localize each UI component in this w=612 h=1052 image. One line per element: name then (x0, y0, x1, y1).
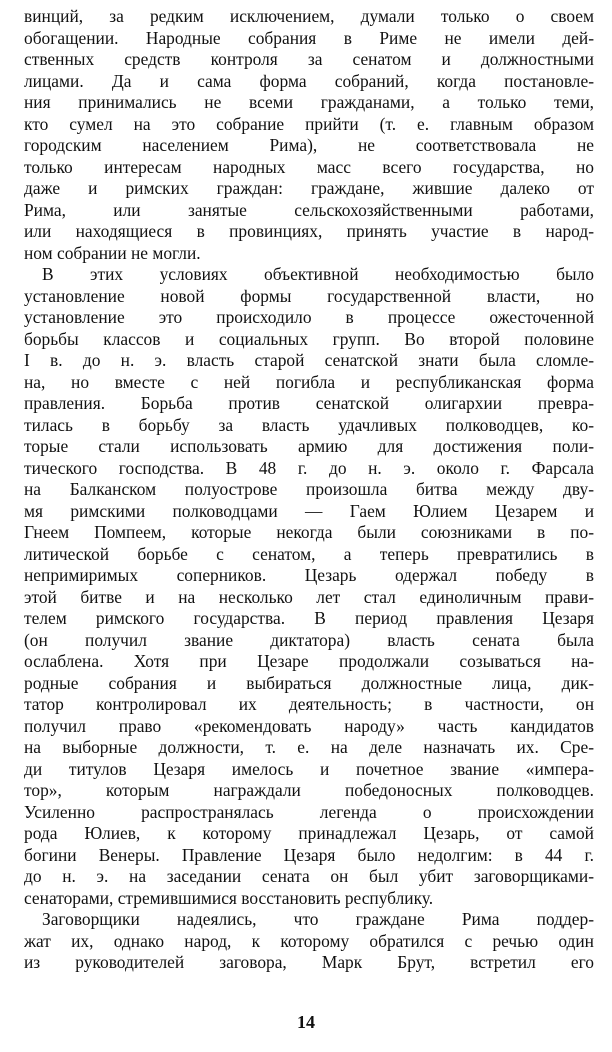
text-line: этой битве и на несколько лет стал единоличным прави- (24, 586, 594, 607)
text-line: жат их, однако народ, к которому обратился с речью один (24, 930, 594, 951)
text-line: городским населением Рима), не соответствовала не (24, 135, 594, 155)
text-line: тор», которым награждали победоносных полководцев. (24, 780, 594, 800)
text-line: Усиленно распространялась легенда о происхождении (24, 801, 594, 822)
text-line: на, но вместе с ней погибла и республиканская форма (24, 371, 594, 392)
text-line: Заговорщики надеялись, что граждане Рима поддер- (42, 909, 594, 929)
text-line: лицами. Да и сама форма собраний, когда постановле- (24, 70, 594, 91)
text-line: ди титулов Цезаря имелось и почетное звание «импера- (24, 758, 594, 779)
text-line: сенаторами, стремившимися восстановить республику. (24, 887, 434, 908)
text-line: тилась в борьбу за власть удачливых полководцев, ко- (24, 414, 594, 435)
text-line: татор контролировал их деятельность; в частности, он (24, 694, 594, 714)
text-line: даже и римских граждан: граждане, жившие далеко от (24, 178, 594, 198)
text-line: родные собрания и выбираться должностные лица, дик- (24, 672, 594, 693)
text-line: телем римского государства. В период правления Цезаря (24, 608, 594, 628)
text-line: ния принимались не всеми гражданами, а только теми, (24, 92, 594, 112)
text-line: до н. э. на заседании сената он был убит заговорщиками- (24, 866, 594, 886)
text-line: обогащении. Народные собрания в Риме не имели дей- (24, 27, 594, 48)
text-line: Гнеем Помпеем, которые некогда были союзниками в по- (24, 522, 594, 542)
text-line: получил право «рекомендовать народу» часть кандидатов (24, 715, 594, 736)
text-line: правления. Борьба против сенатской олигархии превра- (24, 393, 594, 413)
text-line: из руководителей заговора, Марк Брут, встретил его (24, 952, 594, 972)
text-line: В этих условиях объективной необходимостью было (42, 264, 594, 284)
text-line: литической борьбе с сенатом, а теперь превратились в (24, 543, 594, 564)
text-line: рода Юлиев, к которому принадлежал Цезарь, от самой (24, 823, 594, 843)
page-number: 14 (297, 1012, 315, 1032)
text-line: (он получил звание диктатора) власть сената была (24, 629, 594, 650)
text-line: мя римскими полководцами — Гаем Юлием Цезарем и (24, 500, 594, 521)
text-line: ственных средств контроля за сенатом и должностными (24, 49, 594, 69)
text-line: тического господства. В 48 г. до н. э. около г. Фарсала (24, 457, 594, 478)
paragraph (24, 6, 594, 264)
text-line: I в. до н. э. власть старой сенатской знати была сломле- (24, 350, 594, 370)
text-line: богини Венеры. Правление Цезаря было недолгим: в 44 г. (24, 844, 594, 865)
paragraph (24, 909, 594, 974)
text-line: на выборные должности, т. е. на деле назначать их. Сре- (24, 737, 594, 757)
text-line: или находящиеся в провинциях, принять участие в народ- (24, 221, 594, 241)
text-line: борьбы классов и социальных групп. Во второй половине (24, 328, 594, 349)
text-line: непримиримых соперников. Цезарь одержал победу в (24, 565, 594, 585)
text-line: кто сумел на это собрание прийти (т. е. главным образом (24, 113, 594, 134)
text-line: только интересам народных масс всего государства, но (24, 156, 594, 177)
text-line: ослаблена. Хотя при Цезаре продолжали созываться на- (24, 651, 594, 671)
text-line: установление это происходило в процессе ожесточенной (24, 307, 594, 327)
text-body (24, 6, 594, 974)
text-line: на Балканском полуострове произошла битва между дву- (24, 479, 594, 499)
text-line: торые стали использовать армию для достижения поли- (24, 436, 594, 456)
paragraph (24, 264, 594, 909)
text-line: винций, за редким исключением, думали только о своем (24, 6, 594, 26)
text-line: установление новой формы государственной власти, но (24, 285, 594, 306)
text-line: Рима, или занятые сельскохозяйственными работами, (24, 199, 594, 220)
text-line: ном собрании не могли. (24, 242, 201, 263)
